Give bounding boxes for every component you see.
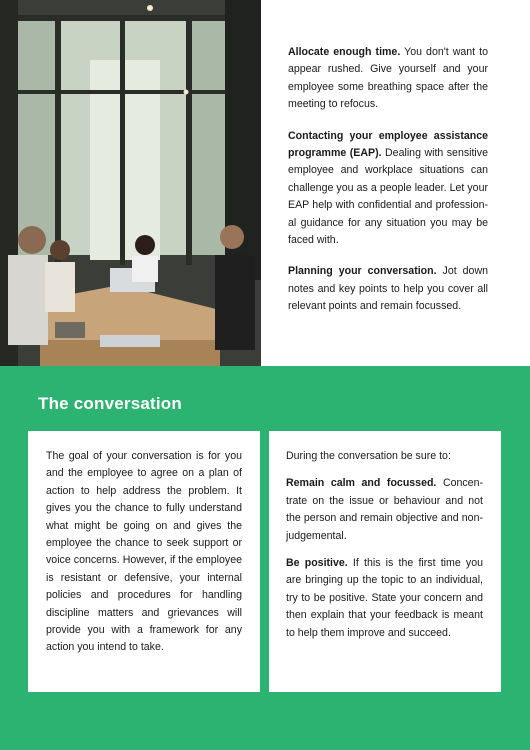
tip-allocate-time [288, 44, 488, 114]
tip-title: Be positive. [286, 557, 348, 570]
tip-body: You don't want to appear rushed. Give yourself and your employee some breathing space after the meeting to refocus. [288, 46, 488, 111]
tip-contact-eap [288, 128, 488, 250]
tip-body: Dealing with sensitive employee and workplace situations can challenge you as a people leader. Let your EAP help with confidential and profession-al guidance for any situation you may be faced with. [288, 147, 488, 247]
top-text-column [288, 44, 488, 330]
section-title: The conversation [38, 394, 182, 413]
tip-title: Planning your conversation. [288, 265, 437, 278]
goal-paragraph: The goal of your conversation is for you and the employee to agree on a plan of action to help address the problem. It gives you the chance to fully understand what might be going on and gives the employee the chance to seek support or voice concerns. However, if the employee is resistant or defensive, your internal policies and procedures for handling discipline matters and grievances will provide you with a framework for any action you intend to take. [46, 450, 242, 654]
conversation-tips-card [269, 431, 501, 692]
tip-be-positive [286, 555, 483, 642]
tip-remain-calm [286, 475, 483, 545]
tip-title: Allocate enough time. [288, 46, 401, 58]
conversation-goal-card [28, 431, 260, 692]
tip-title: Contacting your employee assistance programme (EAP). [288, 129, 488, 160]
tip-title: Remain calm and focussed. [286, 477, 437, 490]
tip-planning [288, 263, 488, 315]
tips-intro: During the conversation be sure to: [286, 450, 451, 462]
office-meeting-photo [0, 0, 261, 366]
tip-body: Jot down notes and key points to help you cover all relevant points and remain focussed. [288, 265, 488, 313]
tip-body: Concen-trate on the issue or behaviour and not the person and remain objective and non-judgemental. [286, 477, 483, 542]
tip-body: If this is the first time you are bringing up the topic to an individual, try to be positive. State your concern and then explain that your feedback is meant to help them improve and succeed. [286, 557, 483, 639]
